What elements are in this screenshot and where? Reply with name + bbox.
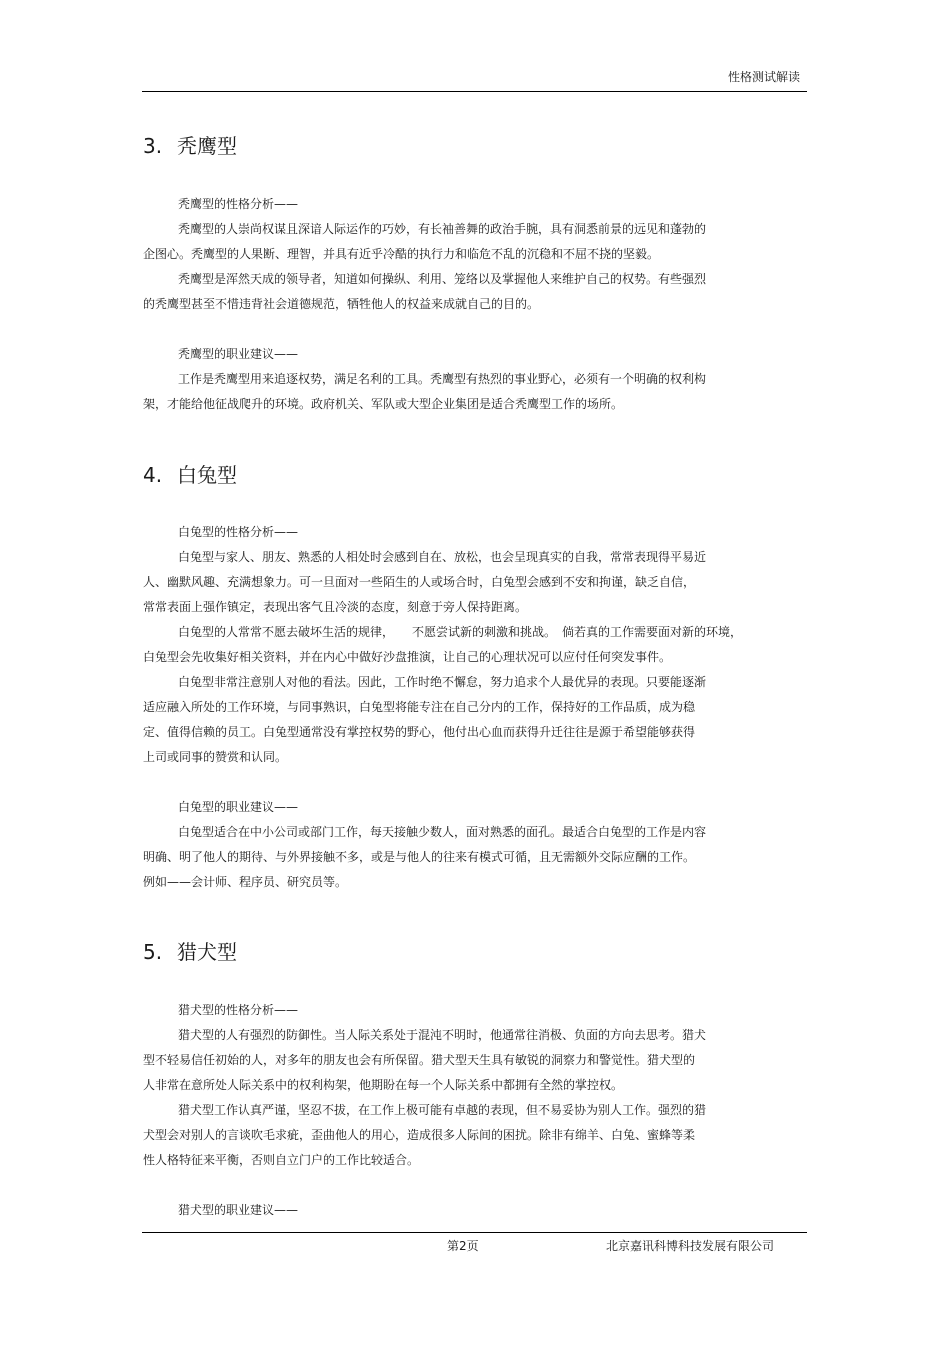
paragraph-line: 性人格特征来平衡，否则自立门户的工作比较适合。	[143, 1153, 420, 1167]
paragraph-line: 适应融入所处的工作环境，与同事熟识，白兔型将能专注在自己分内的工作，保持好的工作品质，成为稳	[143, 700, 696, 714]
paragraph-line: 白兔型的人常常不愿去破坏生活的规律， 不愿尝试新的刺激和挑战。 倘若真的工作需要面对新的环境，	[178, 625, 743, 639]
paragraph-line: 企图心。秃鹰型的人果断、理智，并具有近乎冷酷的执行力和临危不乱的沉稳和不屈不挠的坚毅。	[143, 247, 660, 261]
analysis-label: 猎犬型的性格分析——	[178, 1003, 299, 1017]
paragraph-line: 猎犬型的人有强烈的防御性。当人际关系处于混沌不明时，他通常往消极、负面的方向去思考。猎犬	[178, 1028, 707, 1042]
section-heading	[143, 130, 237, 159]
paragraph-line: 例如——会计师、程序员、研究员等。	[143, 875, 348, 889]
paragraph-line: 型不轻易信任初始的人，对多年的朋友也会有所保留。猎犬型天生具有敏锐的洞察力和警觉性。猎犬型的	[143, 1053, 696, 1067]
career-label: 猎犬型的职业建议——	[178, 1203, 299, 1217]
section-title: 猎犬型	[177, 940, 237, 964]
paragraph-line: 猎犬型工作认真严谨，坚忍不拔，在工作上极可能有卓越的表现，但不易妥协为别人工作。强烈的猎	[178, 1103, 707, 1117]
paragraph-line: 明确、明了他人的期待、与外界接触不多，或是与他人的往来有模式可循，且无需额外交际应酬的工作。	[143, 850, 696, 864]
paragraph-line: 定、值得信赖的员工。白兔型通常没有掌控权势的野心，他付出心血而获得升迁往往是源于希望能够获得	[143, 725, 696, 739]
page-number: 第2页	[447, 1239, 479, 1253]
section-heading	[143, 459, 237, 488]
footer-rule	[142, 1232, 807, 1233]
section-title: 白兔型	[177, 463, 237, 487]
header-rule	[142, 91, 807, 92]
section-heading	[143, 936, 237, 965]
paragraph-line: 白兔型适合在中小公司或部门工作，每天接触少数人，面对熟悉的面孔。最适合白兔型的工作是内容	[178, 825, 707, 839]
section-title: 秃鹰型	[177, 134, 237, 158]
paragraph-line: 犬型会对别人的言谈吹毛求疵，歪曲他人的用心，造成很多人际间的困扰。除非有绵羊、白兔、蜜蜂等柔	[143, 1128, 696, 1142]
paragraph-line: 架，才能给他征战爬升的环境。政府机关、军队或大型企业集团是适合秃鹰型工作的场所。	[143, 397, 624, 411]
analysis-label: 秃鹰型的性格分析——	[178, 197, 299, 211]
career-label: 秃鹰型的职业建议——	[178, 347, 299, 361]
career-label: 白兔型的职业建议——	[178, 800, 299, 814]
analysis-label: 白兔型的性格分析——	[178, 525, 299, 539]
paragraph-line: 常常表面上强作镇定，表现出客气且冷淡的态度，刻意于旁人保持距离。	[143, 600, 528, 614]
section-number: 3.	[143, 134, 163, 158]
paragraph-line: 白兔型与家人、朋友、熟悉的人相处时会感到自在、放松，也会呈现真实的自我，常常表现得平易近	[178, 550, 707, 564]
paragraph-line: 上司或同事的赞赏和认同。	[143, 750, 288, 764]
section-number: 5.	[143, 940, 163, 964]
paragraph-line: 人、幽默风趣、充满想象力。可一旦面对一些陌生的人或场合时，白兔型会感到不安和拘谨，缺乏自信，	[143, 575, 696, 589]
paragraph-line: 白兔型会先收集好相关资料，并在内心中做好沙盘推演，让自己的心理状况可以应付任何突发事件。	[143, 650, 672, 664]
paragraph-line: 秃鹰型的人崇尚权谋且深谙人际运作的巧妙，有长袖善舞的政治手腕，具有洞悉前景的远见和蓬勃的	[178, 222, 707, 236]
paragraph-line: 的秃鹰型甚至不惜违背社会道德规范，牺牲他人的权益来成就自己的目的。	[143, 297, 540, 311]
paragraph-line: 人非常在意所处人际关系中的权利构架，他期盼在每一个人际关系中都拥有全然的掌控权。	[143, 1078, 624, 1092]
paragraph-line: 白兔型非常注意别人对他的看法。因此，工作时绝不懈怠，努力追求个人最优异的表现。只要能逐渐	[178, 675, 707, 689]
paragraph-line: 秃鹰型是浑然天成的领导者，知道如何操纵、利用、笼络以及掌握他人来维护自己的权势。有些强烈	[178, 272, 707, 286]
section-number: 4.	[143, 463, 163, 487]
footer-company: 北京嘉讯科博科技发展有限公司	[606, 1239, 775, 1253]
paragraph-line: 工作是秃鹰型用来追逐权势，满足名利的工具。秃鹰型有热烈的事业野心，必须有一个明确的权利构	[178, 372, 707, 386]
page-header-title: 性格测试解读	[727, 70, 800, 84]
